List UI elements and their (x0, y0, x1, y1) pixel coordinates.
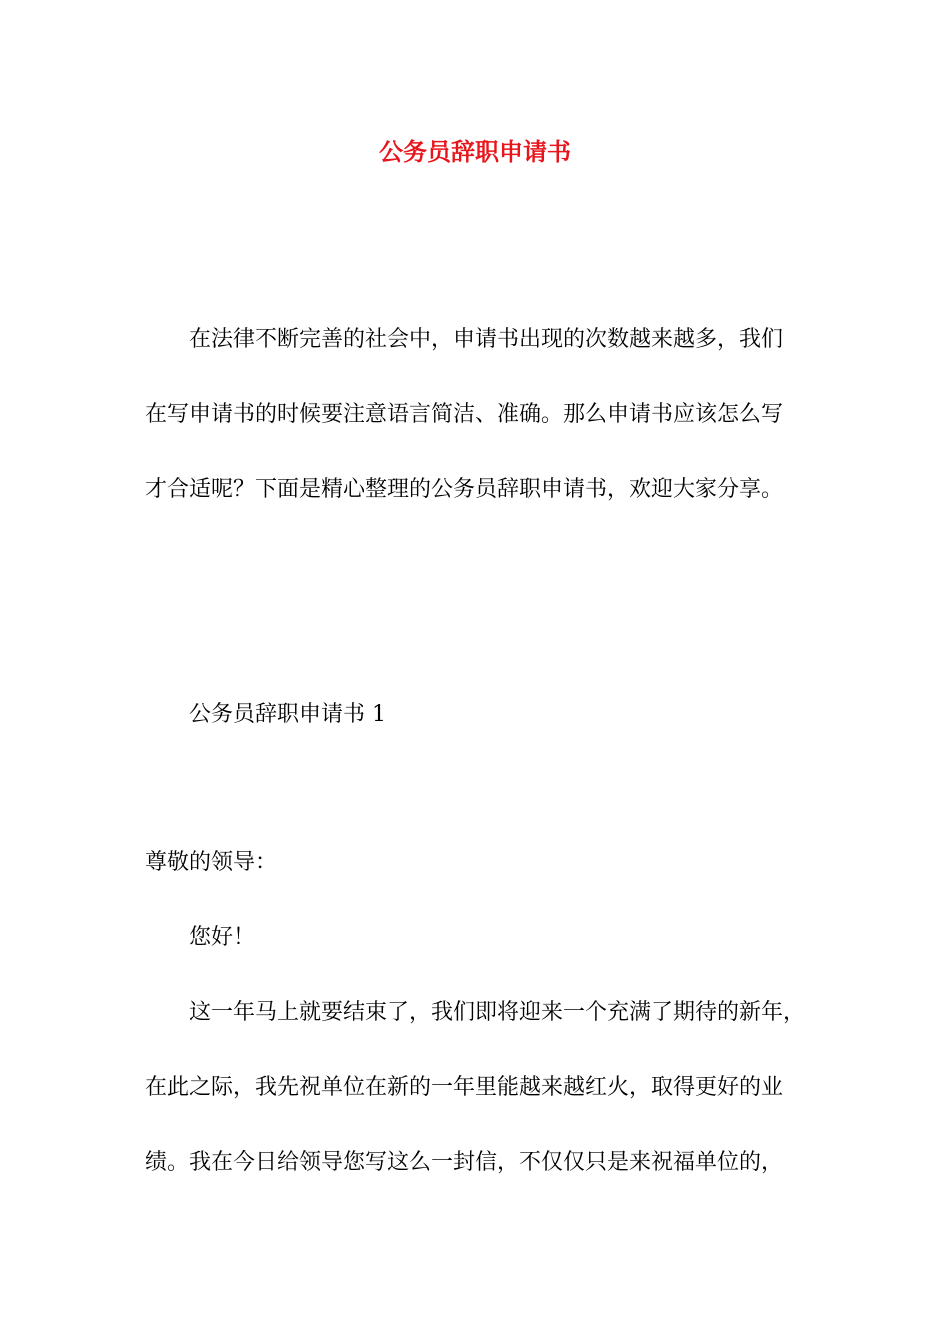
body-line-3: 绩。我在今日给领导您写这么一封信，不仅仅只是来祝福单位的， (145, 1150, 784, 1175)
intro-line-3: 才合适呢？下面是精心整理的公务员辞职申请书，欢迎大家分享。 (145, 477, 784, 502)
body-line-1: 这一年马上就要结束了，我们即将迎来一个充满了期待的新年， (189, 1000, 806, 1025)
salutation: 尊敬的领导： (145, 850, 278, 875)
body-line-2: 在此之际，我先祝单位在新的一年里能越来越红火，取得更好的业 (145, 1075, 784, 1100)
intro-line-2: 在写申请书的时候要注意语言简洁、准确。那么申请书应该怎么写 (145, 402, 784, 427)
document-title: 公务员辞职申请书 (379, 137, 571, 166)
section-heading: 公务员辞职申请书 1 (189, 702, 386, 727)
greeting: 您好！ (189, 925, 256, 950)
intro-line-1: 在法律不断完善的社会中，申请书出现的次数越来越多，我们 (189, 327, 784, 352)
